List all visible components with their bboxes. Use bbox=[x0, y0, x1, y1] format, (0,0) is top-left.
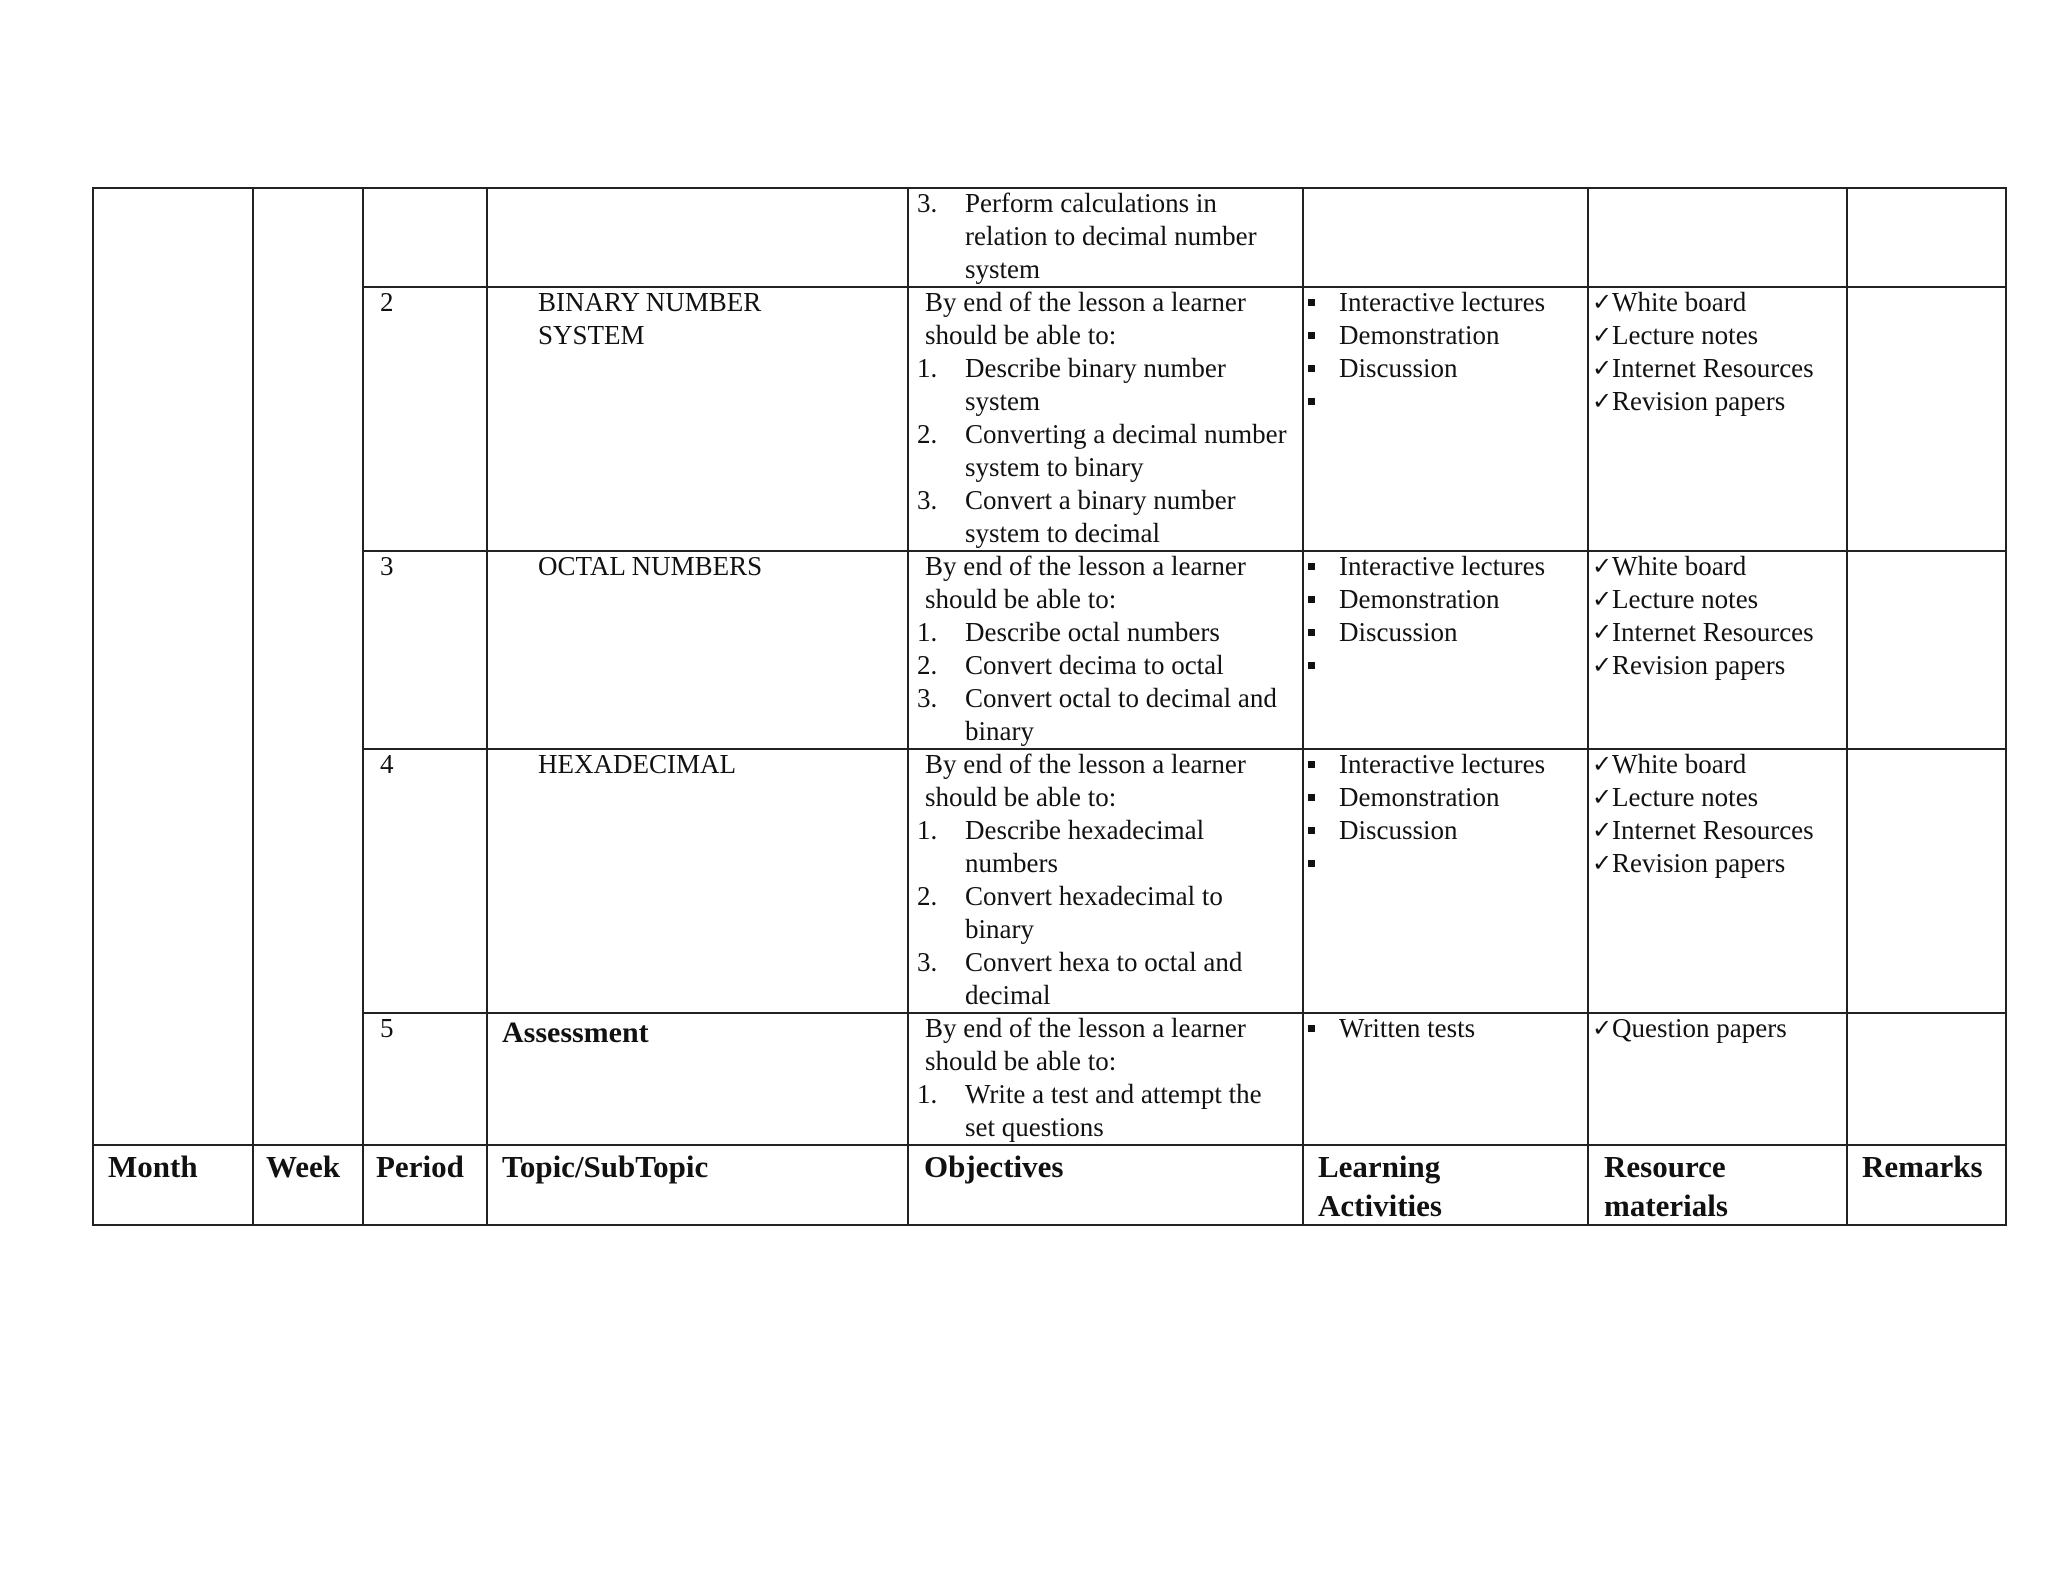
topic-title: HEXADECIMAL bbox=[538, 749, 736, 779]
square-bullet-icon bbox=[1308, 398, 1315, 405]
activity-item: Interactive lectures bbox=[1304, 286, 1586, 319]
topic-title: BINARY NUMBER SYSTEM bbox=[538, 287, 762, 350]
period-number: 4 bbox=[380, 749, 394, 779]
activities-cell bbox=[1304, 286, 1586, 418]
checkmark-icon: ✓ bbox=[1592, 651, 1613, 679]
square-bullet-icon bbox=[1308, 299, 1315, 306]
resource-item: ✓ Question papers bbox=[1592, 1013, 1787, 1043]
objective-item: 3. Convert octal to decimal and binary bbox=[917, 683, 1277, 746]
activity-item: Demonstration bbox=[1304, 319, 1586, 352]
period-number: 2 bbox=[380, 287, 394, 317]
square-bullet-icon bbox=[1308, 860, 1315, 867]
objectives-intro: By end of the lesson a learner should be able to: bbox=[925, 749, 1246, 812]
objective-item: 2. Convert decima to octal bbox=[917, 650, 1224, 680]
activity-item: Discussion bbox=[1304, 814, 1586, 847]
activity-item: Demonstration bbox=[1304, 583, 1586, 616]
header-objectives: Objectives bbox=[924, 1149, 1064, 1184]
square-bullet-icon bbox=[1308, 365, 1315, 372]
grid-line bbox=[1846, 187, 1848, 1226]
period-number: 3 bbox=[380, 551, 394, 581]
square-bullet-icon bbox=[1308, 596, 1315, 603]
activities-cell bbox=[1304, 1012, 1586, 1045]
objectives-cell bbox=[909, 748, 1289, 1012]
header-resource-materials: Resource materials bbox=[1604, 1149, 1728, 1223]
checkmark-icon: ✓ bbox=[1592, 816, 1613, 844]
square-bullet-icon bbox=[1308, 563, 1315, 570]
resource-item: ✓ White board bbox=[1592, 551, 1747, 581]
square-bullet-icon bbox=[1308, 761, 1315, 768]
objectives-intro: By end of the lesson a learner should be able to: bbox=[925, 1013, 1246, 1076]
activity-item: Interactive lectures bbox=[1304, 550, 1586, 583]
objective-item: 1. Write a test and attempt the set questions bbox=[917, 1079, 1262, 1142]
objective-item: 1. Describe hexadecimal numbers bbox=[917, 815, 1205, 878]
objective-item: 3. Perform calculations in relation to decimal number system bbox=[917, 188, 1257, 284]
checkmark-icon: ✓ bbox=[1592, 618, 1613, 646]
square-bullet-icon bbox=[1308, 332, 1315, 339]
activity-item: Written tests bbox=[1304, 1012, 1586, 1045]
grid-line bbox=[92, 187, 94, 1226]
resource-item: ✓ Internet Resources bbox=[1592, 353, 1814, 383]
topic-title: Assessment bbox=[502, 1016, 649, 1049]
activity-item: Discussion bbox=[1304, 352, 1586, 385]
objective-item: 3. Convert a binary number system to decimal bbox=[917, 485, 1236, 548]
checkmark-icon: ✓ bbox=[1592, 354, 1613, 382]
header-period: Period bbox=[376, 1149, 464, 1184]
activities-cell bbox=[1304, 748, 1586, 880]
resource-item: ✓ Revision papers bbox=[1592, 650, 1786, 680]
grid-line bbox=[362, 187, 364, 1226]
header-remarks: Remarks bbox=[1862, 1149, 1983, 1184]
header-month: Month bbox=[108, 1149, 198, 1184]
resources-cell bbox=[1589, 748, 1844, 880]
resource-item: ✓ White board bbox=[1592, 749, 1747, 779]
square-bullet-icon bbox=[1308, 662, 1315, 669]
objective-item: 1. Describe octal numbers bbox=[917, 617, 1220, 647]
activity-item: Interactive lectures bbox=[1304, 748, 1586, 781]
resource-item: ✓ Lecture notes bbox=[1592, 320, 1759, 350]
checkmark-icon: ✓ bbox=[1592, 552, 1613, 580]
square-bullet-icon bbox=[1308, 629, 1315, 636]
grid-line bbox=[2005, 187, 2007, 1226]
topic-title: OCTAL NUMBERS bbox=[538, 551, 763, 581]
resource-item: ✓ Lecture notes bbox=[1592, 584, 1759, 614]
checkmark-icon: ✓ bbox=[1592, 849, 1613, 877]
checkmark-icon: ✓ bbox=[1592, 783, 1613, 811]
grid-line bbox=[252, 187, 254, 1226]
square-bullet-icon bbox=[1308, 794, 1315, 801]
objective-item: 2. Converting a decimal number system to binary bbox=[917, 419, 1287, 482]
objectives-cell bbox=[909, 550, 1289, 748]
checkmark-icon: ✓ bbox=[1592, 288, 1613, 316]
grid-line bbox=[92, 1144, 2007, 1146]
activity-item bbox=[1304, 649, 1586, 682]
resources-cell bbox=[1589, 1012, 1844, 1045]
checkmark-icon: ✓ bbox=[1592, 585, 1613, 613]
resource-item: ✓ Revision papers bbox=[1592, 848, 1786, 878]
objective-item: 3. Convert hexa to octal and decimal bbox=[917, 947, 1243, 1010]
resource-item: ✓ Internet Resources bbox=[1592, 815, 1814, 845]
objective-item: 2. Convert hexadecimal to binary bbox=[917, 881, 1223, 944]
grid-line bbox=[486, 187, 488, 1226]
resource-item: ✓ Internet Resources bbox=[1592, 617, 1814, 647]
resource-item: ✓ White board bbox=[1592, 287, 1747, 317]
square-bullet-icon bbox=[1308, 827, 1315, 834]
checkmark-icon: ✓ bbox=[1592, 387, 1613, 415]
resources-cell bbox=[1589, 286, 1844, 418]
checkmark-icon: ✓ bbox=[1592, 321, 1613, 349]
activity-item bbox=[1304, 385, 1586, 418]
objectives-intro: By end of the lesson a learner should be able to: bbox=[925, 287, 1246, 350]
resource-item: ✓ Lecture notes bbox=[1592, 782, 1759, 812]
resource-item: ✓ Revision papers bbox=[1592, 386, 1786, 416]
activity-item bbox=[1304, 847, 1586, 880]
objectives-intro: By end of the lesson a learner should be able to: bbox=[925, 551, 1246, 614]
activities-cell bbox=[1304, 550, 1586, 682]
activity-item: Discussion bbox=[1304, 616, 1586, 649]
checkmark-icon: ✓ bbox=[1592, 750, 1613, 778]
header-topic: Topic/SubTopic bbox=[502, 1149, 709, 1184]
checkmark-icon: ✓ bbox=[1592, 1014, 1613, 1042]
objectives-cell bbox=[909, 187, 1289, 286]
resources-cell bbox=[1589, 550, 1844, 682]
period-number: 5 bbox=[380, 1013, 394, 1043]
objectives-cell bbox=[909, 1012, 1289, 1144]
scheme-of-work-table bbox=[92, 187, 2007, 1226]
square-bullet-icon bbox=[1308, 1025, 1315, 1032]
header-learning-activities: Learning Activities bbox=[1318, 1149, 1442, 1223]
activity-item: Demonstration bbox=[1304, 781, 1586, 814]
objective-item: 1. Describe binary number system bbox=[917, 353, 1226, 416]
header-week: Week bbox=[266, 1149, 341, 1184]
objectives-cell bbox=[909, 286, 1289, 550]
